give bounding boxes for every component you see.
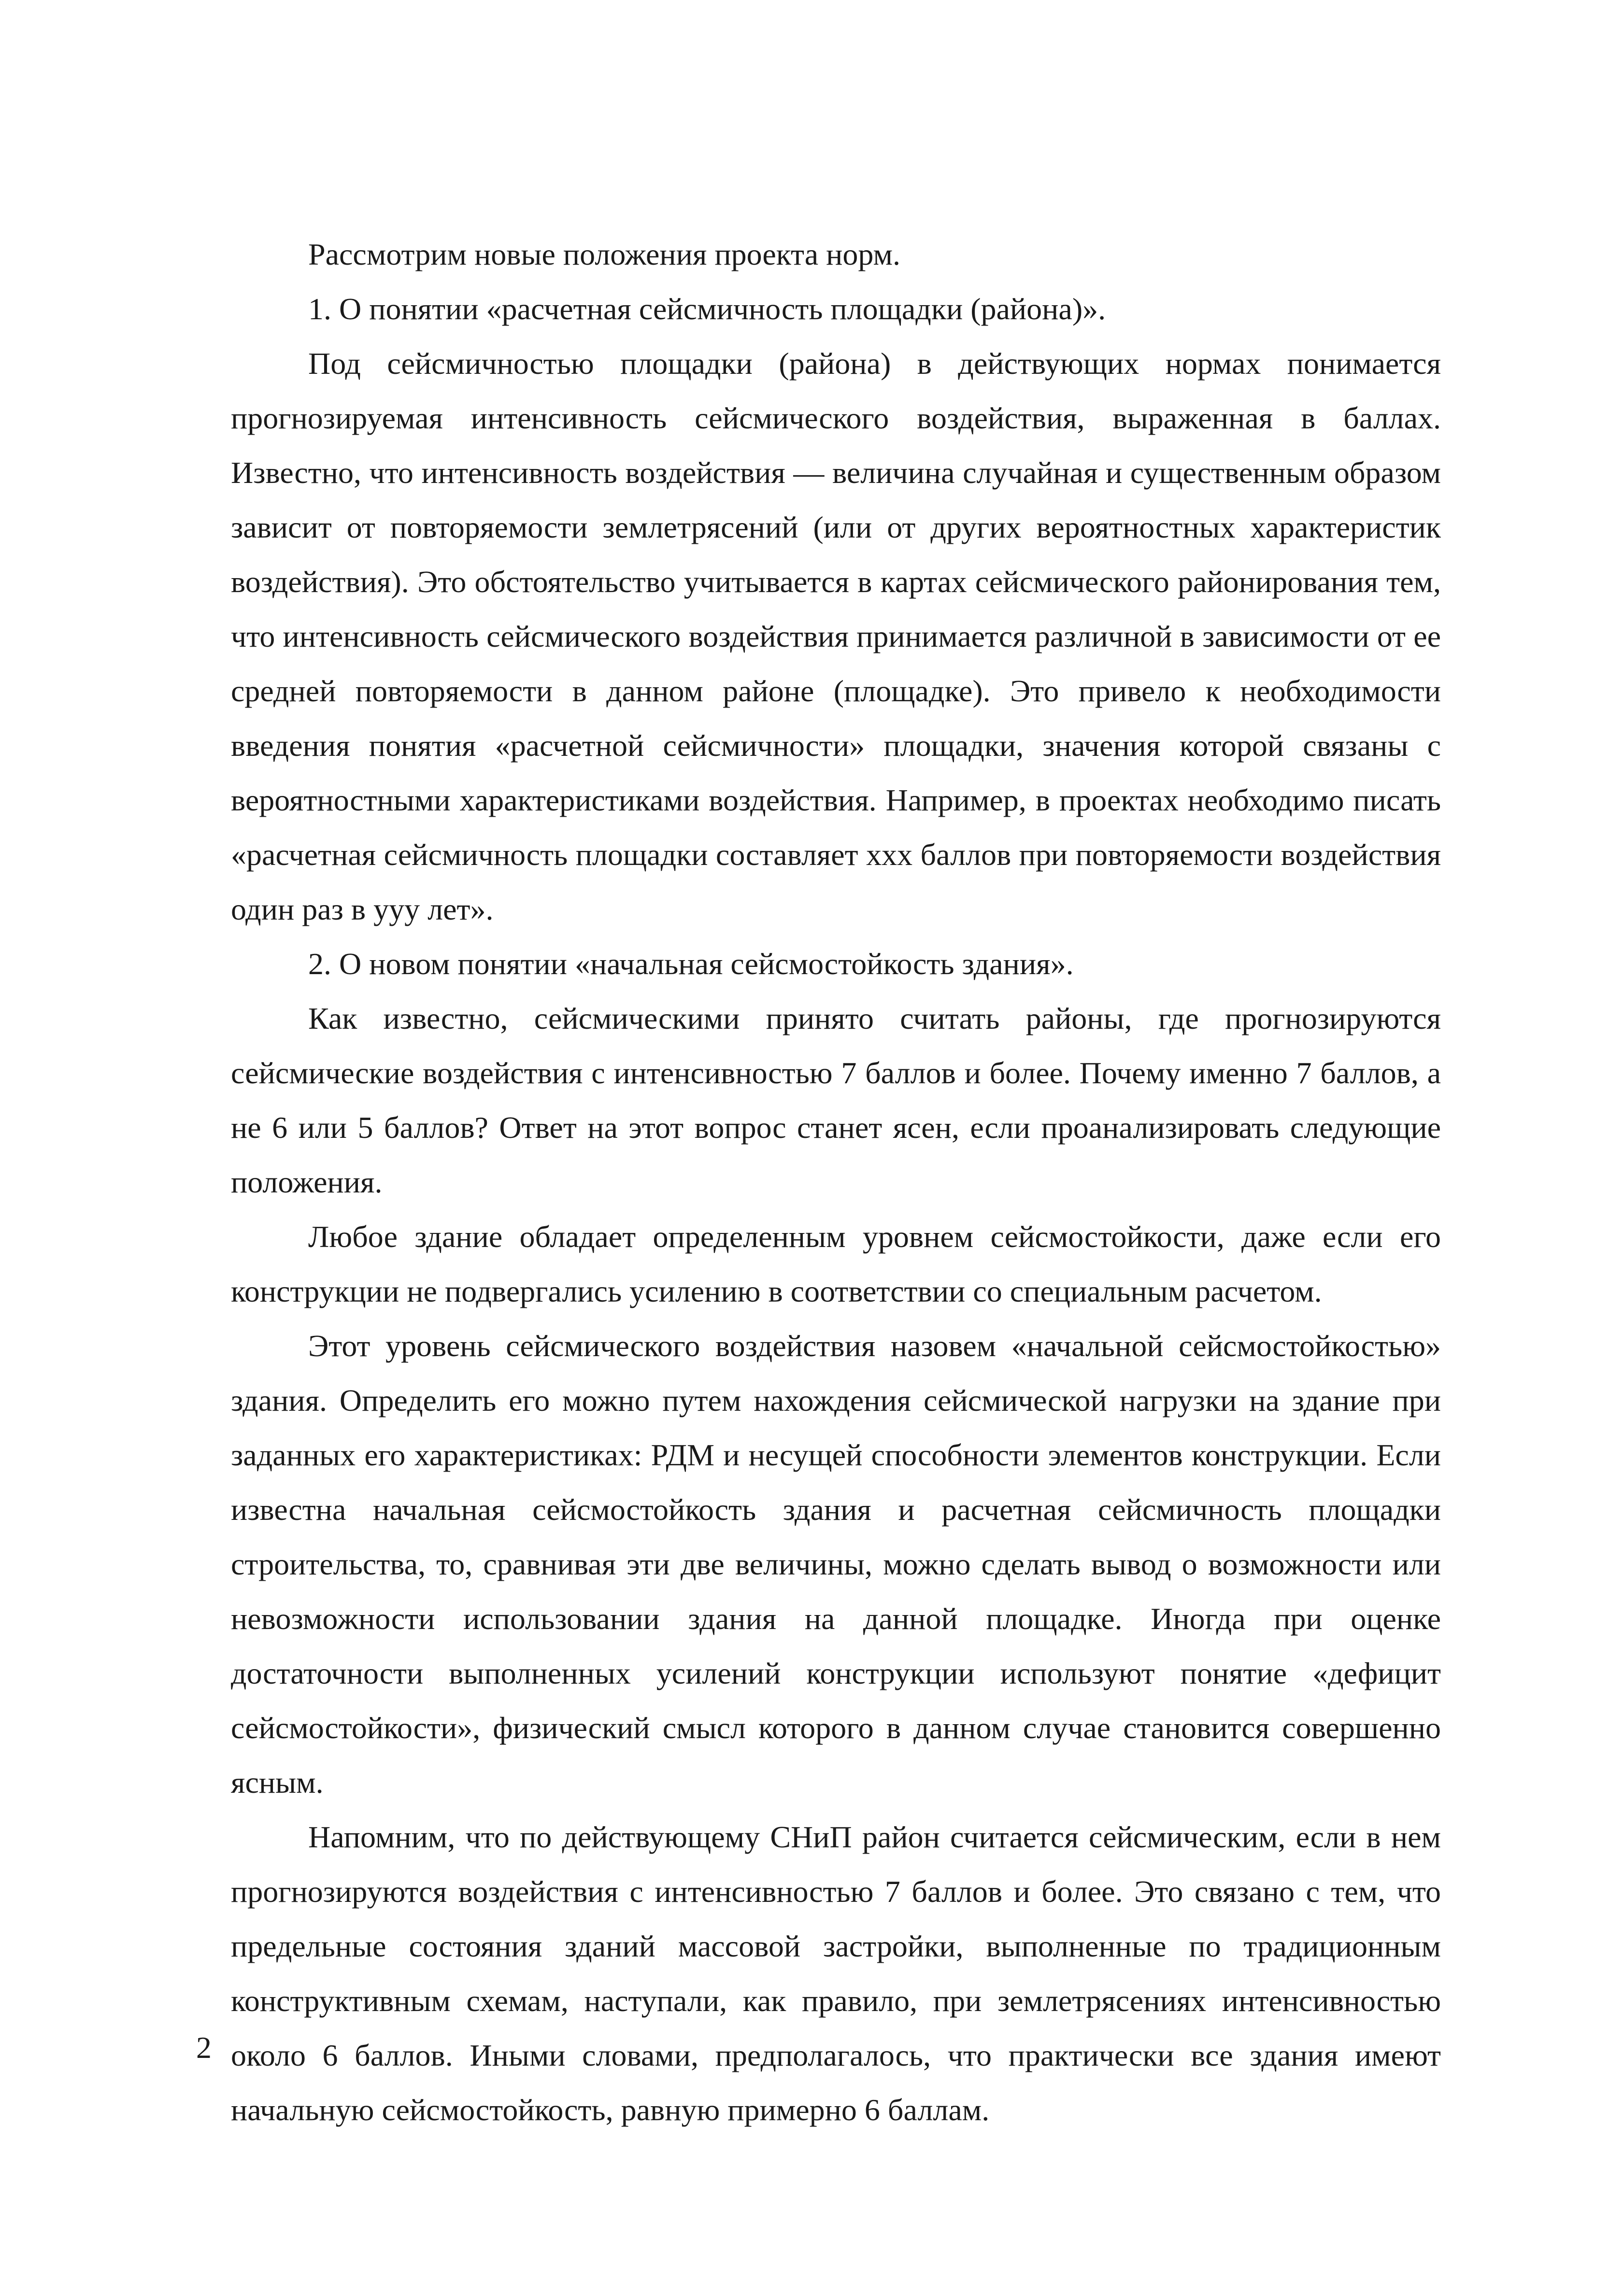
paragraph-heading-2: 2. О новом понятии «начальная сейсмостойкость здания». xyxy=(308,947,1074,981)
paragraph-snip-reminder: Напомним, что по действующему СНиП район считается сейсмическим, если в нем прогнозируются воздействия с интенсивностью 7 баллов и более. Это связано с тем, что предельные состояния зданий массовой застройки, выполненные по традиционным конструктивным схемам, наступали, как правило, при землетрясениях интенсивностью около 6 баллов. Иными словами, предполагалось, что практически все здания имеют начальную сейсмостойкость, равную примерно 6 баллам. xyxy=(231,1820,1441,2127)
paragraph-initial-resistance: Этот уровень сейсмического воздействия назовем «начальной сейсмостойкостью» здания. Определить его можно путем нахождения сейсмической нагрузки на здание при заданных его характеристиках: РДМ и несущей способности элементов конструкции. Если известна начальная сейсмостойкость здания и расчетная сейсмичность площадки строительства, то, сравнивая эти две величины, можно сделать вывод о возможности или невозможности использовании здания на данной площадке. Иногда при оценке достаточности выполненных усилений конструкции используют понятие «дефицит сейсмостойкости», физический смысл которого в данном случае становится совершенно ясным. xyxy=(231,1329,1441,1800)
body-text xyxy=(231,227,1441,2137)
paragraph-seismicity-definition: Под сейсмичностью площадки (района) в действующих нормах понимается прогнозируемая интенсивность сейсмического воздействия, выраженная в баллах. Известно, что интенсивность воздействия — величина случайная и существенным образом зависит от повторяемости землетрясений (или от других вероятностных характеристик воздействия). Это обстоятельство учитывается в картах сейсмического районирования тем, что интенсивность сейсмического воздействия принимается различной в зависимости от ее средней повторяемости в данном районе (площадке). Это привело к необходимости введения понятия «расчетной сейсмичности» площадки, значения которой связаны с вероятностными характеристиками воздействия. Например, в проектах необходимо писать «расчетная сейсмичность площадки составляет xxx баллов при повторяемости воздействия один раз в yyy лет». xyxy=(231,346,1441,926)
paragraph-intro: Рассмотрим новые положения проекта норм. xyxy=(308,237,900,271)
paragraph-heading-1: 1. О понятии «расчетная сейсмичность площадки (района)». xyxy=(308,292,1106,326)
paragraph-any-building: Любое здание обладает определенным уровнем сейсмостойкости, даже если его конструкции не подвергались усилению в соответствии со специальным расчетом. xyxy=(231,1219,1441,1308)
paragraph-seismic-regions: Как известно, сейсмическими принято считать районы, где прогнозируются сейсмические воздействия с интенсивностью 7 баллов и более. Почему именно 7 баллов, а не 6 или 5 баллов? Ответ на этот вопрос станет ясен, если проанализировать следующие положения. xyxy=(231,1001,1441,1199)
page-number: 2 xyxy=(196,2030,212,2065)
